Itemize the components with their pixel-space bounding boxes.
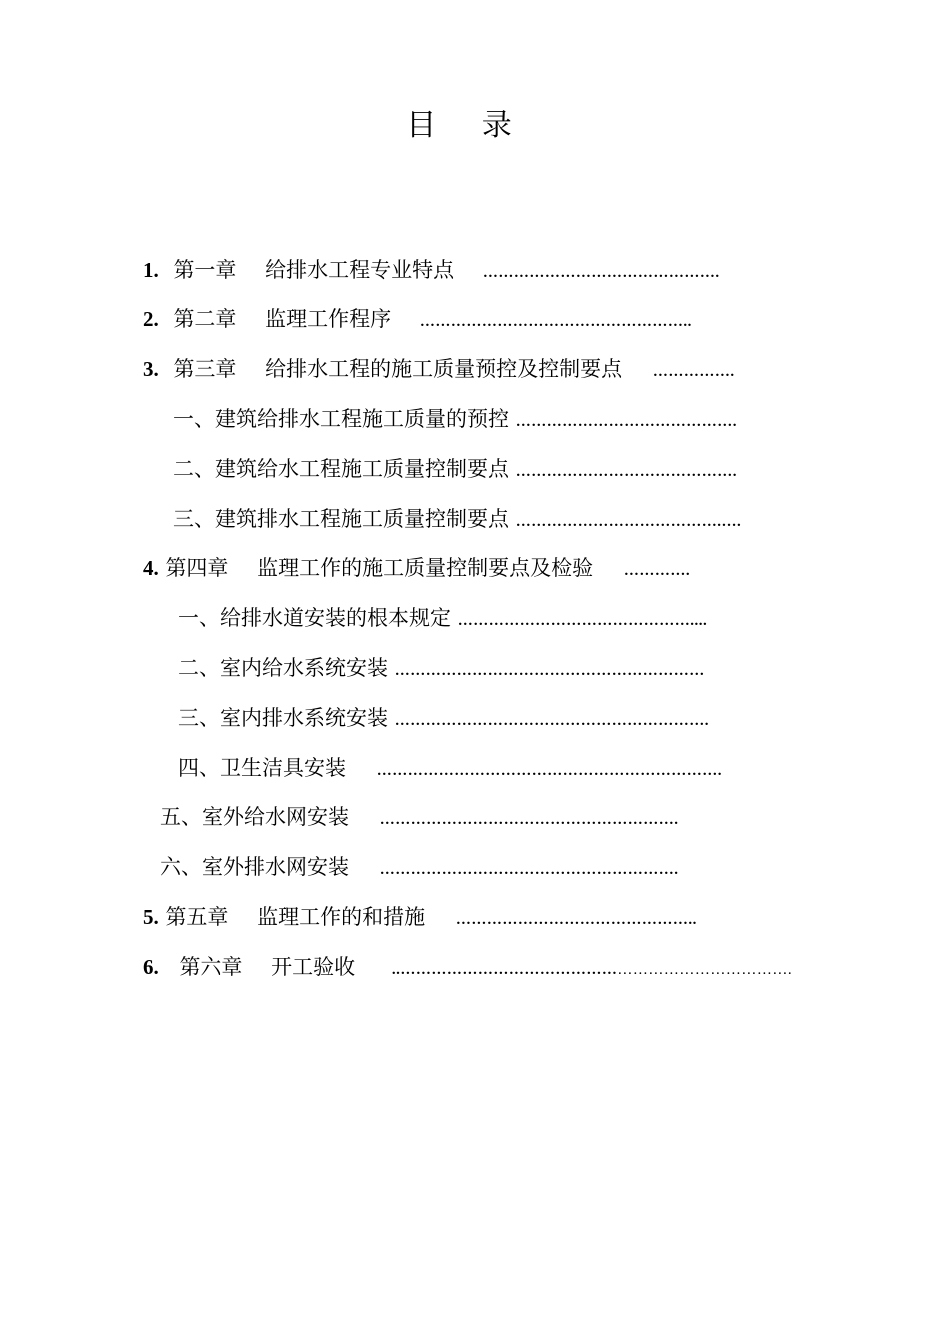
toc-chapter: 第一章 [173,258,237,282]
toc-leader-dots: …………………………………………………… [394,663,705,679]
toc-title: 六、室外排水网安装 [160,855,349,879]
toc-item-section-4-3[interactable] [178,704,709,732]
toc-item-section-4-4[interactable] [178,754,722,782]
toc-leader-dots: ……………………………………………………. [394,713,709,729]
toc-title: 三、室内排水系统安装 [178,706,388,730]
toc-item-chapter-3[interactable] [143,355,735,383]
toc-title: 五、室外给水网安装 [160,805,349,829]
toc-leader-dots: ……………………………………….. [455,912,697,928]
toc-title: 一、建筑给排水工程施工质量的预控 [173,407,509,431]
toc-title: 二、室内给水系统安装 [178,656,388,680]
toc-item-chapter-5[interactable] [143,903,697,931]
toc-item-chapter-2[interactable] [143,305,692,333]
toc-item-section-3-3[interactable] [173,505,741,533]
toc-leader-dots: ……………………………………….... [457,613,708,629]
toc-chapter: 第三章 [173,357,237,381]
toc-title: 开工验收 [271,955,356,979]
toc-leader-dots: ……………………………………. [515,414,737,430]
toc-leader-dots: ………………………………………. [482,265,720,281]
toc-number: 3. [143,357,159,381]
toc-number: 4. [143,556,159,580]
toc-title: 给排水工程专业特点 [265,258,455,282]
toc-item-section-4-1[interactable] [178,604,707,632]
toc-leader-dots: …………………………………………………. [379,812,679,828]
toc-leader-dots: ………………………………….…. [515,514,742,530]
toc-item-section-3-1[interactable] [173,405,737,433]
page-title: 目 录 [406,108,530,143]
toc-leader-dots: …………………………………………………. [379,862,679,878]
toc-chapter: 第二章 [173,307,237,331]
toc-number: 1. [143,258,159,282]
toc-title: 二、建筑给水工程施工质量控制要点 [173,457,509,481]
toc-item-section-3-2[interactable] [173,455,737,483]
toc-title: 一、给排水道安装的根本规定 [178,606,451,630]
toc-title: 监理工作的和措施 [257,905,426,929]
toc-chapter: 第五章 [165,905,229,929]
toc-leader-dots-light: ……………………………. [617,962,793,978]
toc-number: 5. [143,905,159,929]
toc-item-chapter-6[interactable] [143,953,792,981]
toc-title: 三、建筑排水工程施工质量控制要点 [173,507,509,531]
toc-title: 四、卫生洁具安装 [178,756,346,780]
toc-item-chapter-4[interactable] [143,554,690,582]
toc-title: 给排水工程的施工质量预控及控制要点 [265,357,623,381]
toc-leader-dots: ……………. [652,364,735,380]
toc-item-section-4-2[interactable] [178,654,705,682]
toc-item-section-4-6[interactable] [160,853,678,881]
toc-leader-dots: …………. [623,563,691,579]
toc-item-section-4-5[interactable] [160,803,678,831]
toc-leader-dots: ……………………………………. [515,464,737,480]
toc-number: 6. [143,955,159,979]
toc-title: 监理工作的施工质量控制要点及检验 [257,556,594,580]
toc-title: 监理工作程序 [265,307,392,331]
toc-leader-dots: …………………………………………….. [419,314,692,330]
toc-leader-dots: …………………………………………………………. [376,763,722,779]
toc-leader-dots: ..…………………………………… [391,962,618,978]
toc-chapter: 第六章 [179,955,243,979]
toc-item-chapter-1[interactable] [143,256,720,284]
toc-chapter: 第四章 [165,556,229,580]
toc-number: 2. [143,307,159,331]
